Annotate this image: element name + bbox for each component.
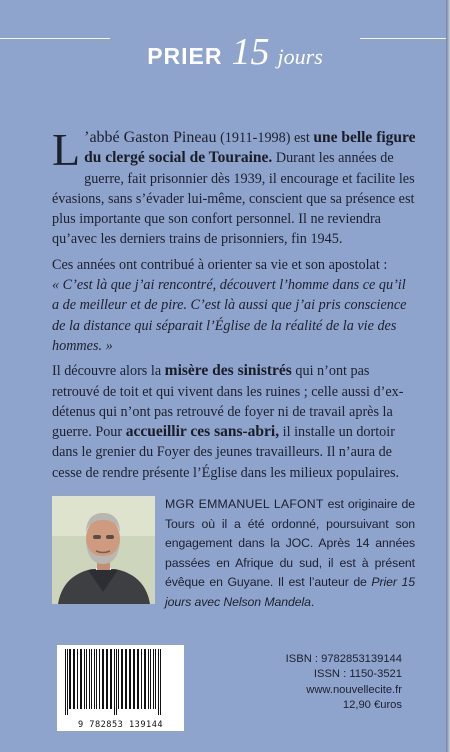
- barcode-bars: [57, 645, 184, 719]
- subject-years: (1911-1998) est: [216, 130, 314, 146]
- isbn: ISBN : 9782853139144: [285, 653, 402, 665]
- barcode: [57, 645, 184, 731]
- author-bio-part-2: .: [310, 594, 315, 609]
- drop-cap: L: [52, 124, 81, 175]
- publication-info: [260, 652, 402, 714]
- pineau-quote: « C’est là que j’ai rencontré, découvert l’homme dans ce qu’il a de meilleur et de pire. C’est là aussi que j’ai pris conscience de la distance qui séparait l’Église de la réalité de la vie des hommes. »: [52, 277, 407, 354]
- highlight-misere: misère des sinistrés: [164, 362, 292, 380]
- blurb-paragraph-3: [52, 361, 416, 483]
- highlight-belle-figure: une belle figure du clergé social de Touraine.: [84, 129, 416, 167]
- cover-edge: [446, 0, 450, 752]
- paragraph-3-part-2: qui n’ont pas retrouvé de toit et qui vivent dans les ruines ; celle aussi d’ex-détenus qui n’ont pas retrouvé de foyer ni de travail après la guerre. Pour: [52, 363, 404, 441]
- blurb-paragraph-2: [52, 255, 416, 356]
- subject-name: ’abbé Gaston Pineau: [84, 129, 217, 146]
- author-portrait-image: [52, 496, 155, 604]
- series-title: [110, 30, 360, 78]
- paragraph-2-intro: Ces années ont contribué à orienter sa vie et son apostolat :: [52, 256, 388, 273]
- paragraph-3-part-3: il installe un dortoir dans le grenier du Foyer des jeunes travailleurs. Il n’aura de cesse de rendre présente l’Église dans les milieux populaires.: [52, 424, 400, 481]
- barcode-digits: 9 782853 139144: [77, 720, 164, 730]
- price: 12,90 €uros: [342, 699, 402, 712]
- author-name: MGR EMMANUEL LAFONT: [165, 497, 324, 511]
- blurb: [52, 124, 416, 488]
- author-bio-part-1: est originaire de Tours où il a été ordonné, poursuivant son engagement dans la JOC. Après 14 années passées en Afrique du sud, il est à présent évêque en Guyane. Il est l’auteur de: [165, 497, 415, 590]
- paragraph-3-part-1: Il découvre alors la: [52, 363, 165, 380]
- series-number: 15: [231, 31, 270, 73]
- paragraph-1-rest: Durant les années de guerre, fait prisonnier dès 1939, il encourage et facilite les évasions, sans s’évader lui-même, conscient que sa présence est plus importante que son confort personnel. Il ne reviendra qu’avec les derniers trains de prisonniers, fin 1945.: [52, 150, 415, 248]
- issn: ISSN : 1150-3521: [313, 668, 402, 681]
- publisher-website: www.nouvellecite.fr: [306, 683, 402, 696]
- series-word: PRIER: [147, 43, 223, 69]
- highlight-sans-abri: accueillir ces sans-abri,: [125, 423, 280, 441]
- blurb-paragraph-1: [52, 124, 416, 250]
- author-book-title: Prier 15 jours avec Nelson Mandela: [165, 575, 415, 609]
- author-photo: [52, 496, 155, 604]
- series-unit: jours: [277, 44, 323, 69]
- author-bio: [165, 495, 415, 613]
